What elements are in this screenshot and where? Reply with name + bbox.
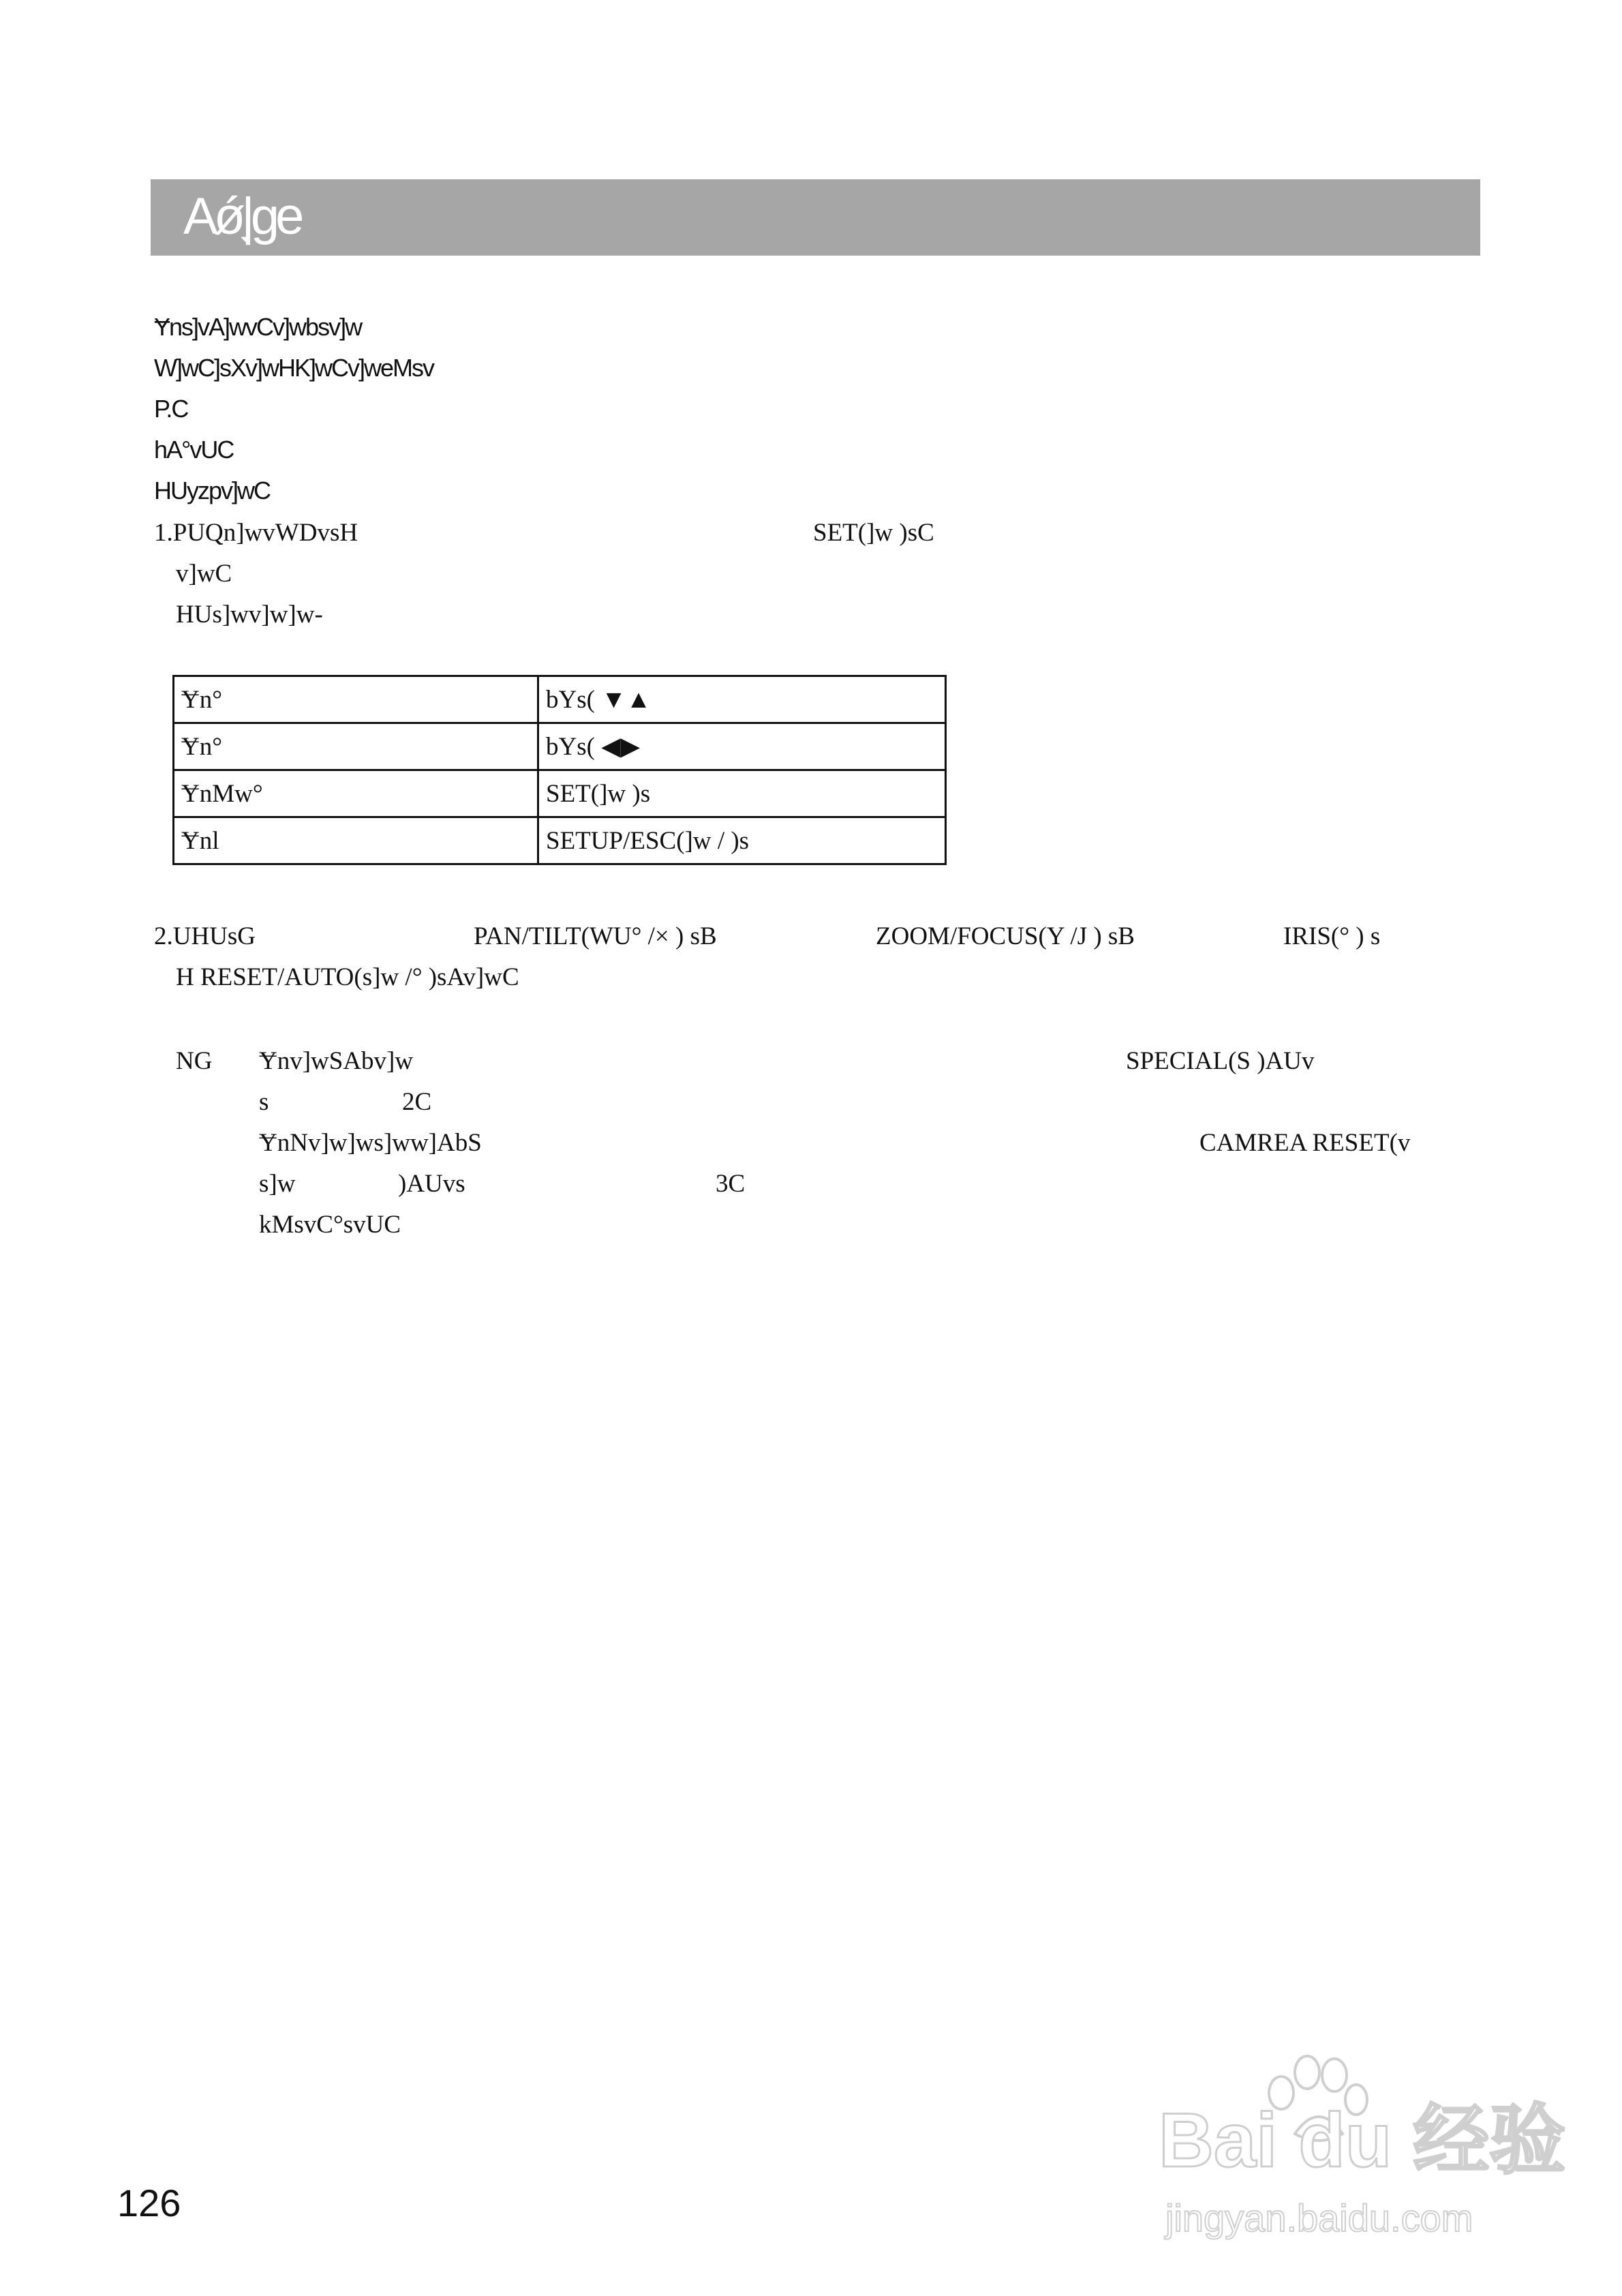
notes-line2-b: 2C (402, 1088, 432, 1116)
intro-line-5: HUyzpv]wC (154, 477, 271, 504)
step2-line2: H RESET/AUTO(s]w /° )sAv]wC (176, 963, 519, 991)
section-header-bar (151, 179, 1480, 256)
table-cell-action: Ɏn° (174, 676, 538, 723)
table-cell-key: bYs( ▼▲ (538, 676, 946, 723)
step2-line1-b: PAN/TILT(WU° /× ) sB (474, 922, 717, 950)
baidu-jingyan-watermark (1152, 2052, 1566, 2256)
table-cell-action: ɎnMw° (174, 770, 538, 817)
notes-line5: kMsvC°svUC (259, 1211, 401, 1239)
step1-line3: HUs]wv]w]w- (176, 601, 323, 629)
table-cell-key: bYs( ◀▶ (538, 723, 946, 770)
notes-line3-right: CAMREA RESET(v (1199, 1129, 1411, 1157)
step1-line1-right: SET(]w )sC (813, 519, 934, 547)
notes-line2-a: s (259, 1088, 269, 1116)
step2-line1-c: ZOOM/FOCUS(Y /J ) sB (876, 922, 1135, 950)
table-cell-action: Ɏnl (174, 817, 538, 864)
table-cell-key: SET(]w )s (538, 770, 946, 817)
table-row (174, 723, 946, 770)
step2-line1-a: 2.UHUsG (154, 922, 256, 950)
intro-line-3: P.C (154, 395, 188, 423)
notes-line4-b: )AUvs (398, 1170, 465, 1198)
table-cell-action: Ɏn° (174, 723, 538, 770)
notes-line4-c: 3C (716, 1170, 746, 1198)
key-function-table (172, 675, 947, 865)
notes-line3-left: ɎnNv]w]ws]ww]AbS (259, 1129, 482, 1157)
table-cell-key: SETUP/ESC(]w / )s (538, 817, 946, 864)
notes-line4-a: s]w (259, 1170, 296, 1198)
page-number: 126 (117, 2181, 181, 2224)
step1-line1-left: 1.PUQn]wvWDvsH (154, 519, 358, 547)
table-row (174, 770, 946, 817)
notes-line1-right: SPECIAL(S )AUv (1126, 1047, 1315, 1075)
baidu-logo-text: Bai du 经验 (1159, 2098, 1566, 2183)
intro-line-4: hA°vUC (154, 436, 234, 464)
watermark-url: jingyan.baidu.com (1165, 2196, 1473, 2239)
intro-line-2: W]wC]sXv]wHK]wCv]weMsv (154, 354, 434, 382)
intro-line-1: Ɏns]vA]wvCv]wbsv]w (154, 313, 362, 341)
step1-line2: v]wC (176, 560, 232, 588)
table-row (174, 676, 946, 723)
notes-line1-left: Ɏnv]wSAbv]w (259, 1047, 414, 1075)
step2-line1-d: IRIS(° ) s (1283, 922, 1381, 950)
section-title: Aǿ̖|ge (183, 187, 301, 245)
table-row (174, 817, 946, 864)
notes-label: NG (176, 1047, 213, 1075)
